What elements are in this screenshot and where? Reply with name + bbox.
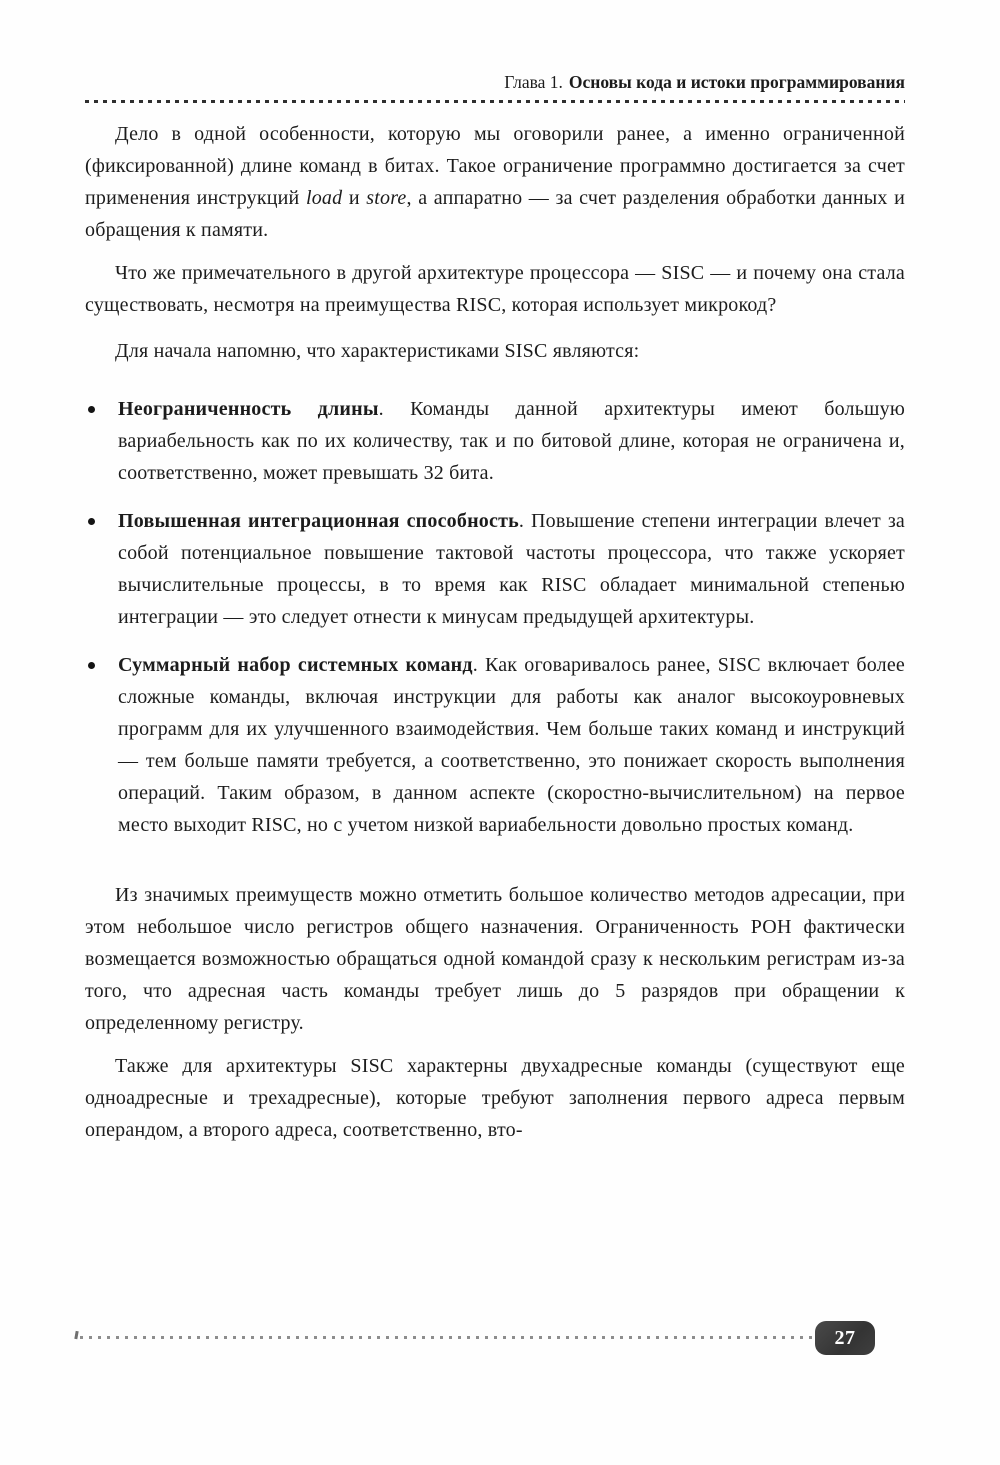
paragraph-1-conjunction: и — [342, 187, 367, 209]
bullet-3-text — [118, 649, 905, 841]
paragraph-4: Из значимых преимуществ можно отметить большое количество методов адресации, при этом небольшое число регистров общего назначения. Ограниченность РОН фактически возмещается возможностью обращаться одной командой сразу к нескольким регистрам из-за того, что адресная часть команды требует лишь до 5 разрядов при обращении к определенному регистру. — [85, 884, 905, 1034]
chapter-title: Основы кода и истоки программирования — [568, 72, 905, 92]
paragraph-1-text-b: , а аппаратно — за счет разделения обработки данных и обращения к памяти. — [85, 187, 906, 241]
list-item — [85, 393, 905, 489]
header-divider — [85, 100, 905, 103]
bullet-3-body: . Как оговаривалось ранее, SISC включает более сложные команды, включая инструкции для работы как аналог высокоуровневых программ для их улучшенного взаимодействия. Чем больше таких команд и инструкций — тем больше памяти требуется, а соответственно, это понижает скорость выполнения операций. Таким образом, в данном аспекте (скоростно-вычислительном) на первое место выходит RISC, но с учетом низкой вариабельности довольно простых команд. — [118, 654, 905, 836]
bullet-1-term: Неограниченность длины — [118, 398, 379, 420]
page-footer — [78, 1326, 922, 1374]
paragraph-5: Также для архитектуры SISC характерны двухадресные команды (существуют еще одноадресные и трехадресные), которые требуют заполнения первого адреса первым операндом, а второго адреса, соответственно, вто- — [85, 1055, 905, 1141]
bullet-2-body: . Повышение степени интеграции влечет за собой потенциальное повышение тактовой частоты процессора, что также ускоряет вычислительные процессы, в то время как RISC обладает минимальной степенью интеграции — это следует отнести к минусам предыдущей архитектуры. — [118, 510, 905, 628]
list-item — [85, 649, 905, 841]
page-number: 27 — [834, 1326, 856, 1349]
footer-divider — [80, 1336, 813, 1339]
italic-term-store: store — [366, 187, 407, 209]
paragraph-1-text-a: Дело в одной особенности, которую мы оговорили ранее, а именно ограниченной (фиксированной) длине команд в битах. Такое ограничение программно достигается за счет применения инструкций — [85, 123, 905, 209]
page-content — [85, 0, 905, 1146]
chapter-label: Глава 1. — [504, 72, 563, 92]
bullet-icon — [88, 662, 95, 669]
bullet-1-text — [118, 393, 905, 489]
bullet-1-body: . Команды данной архитектуры имеют большую вариабельность как по их количеству, так и по битовой длине, которая не ограничена и, соответственно, может превышать 32 бита. — [118, 398, 905, 484]
bullet-list — [85, 393, 905, 841]
italic-term-load: load — [305, 187, 343, 209]
paragraph-2: Что же примечательного в другой архитектуре процессора — SISC — и почему она стала существовать, несмотря на преимущества RISC, которая использует микрокод? — [85, 262, 905, 316]
paragraph-3: Для начала напомню, что характеристиками SISC являются: — [115, 340, 640, 362]
bullet-3-term: Суммарный набор системных команд — [118, 654, 473, 676]
bullet-2-term: Повышенная интеграционная способность — [118, 510, 519, 532]
page-number-badge — [815, 1321, 875, 1355]
running-head — [85, 0, 905, 94]
bullet-2-text — [118, 505, 905, 633]
bullet-icon — [88, 518, 95, 525]
list-item — [85, 505, 905, 633]
footer-tick-mark — [74, 1331, 78, 1339]
bullet-icon — [88, 406, 95, 413]
paragraph-1 — [85, 118, 905, 246]
